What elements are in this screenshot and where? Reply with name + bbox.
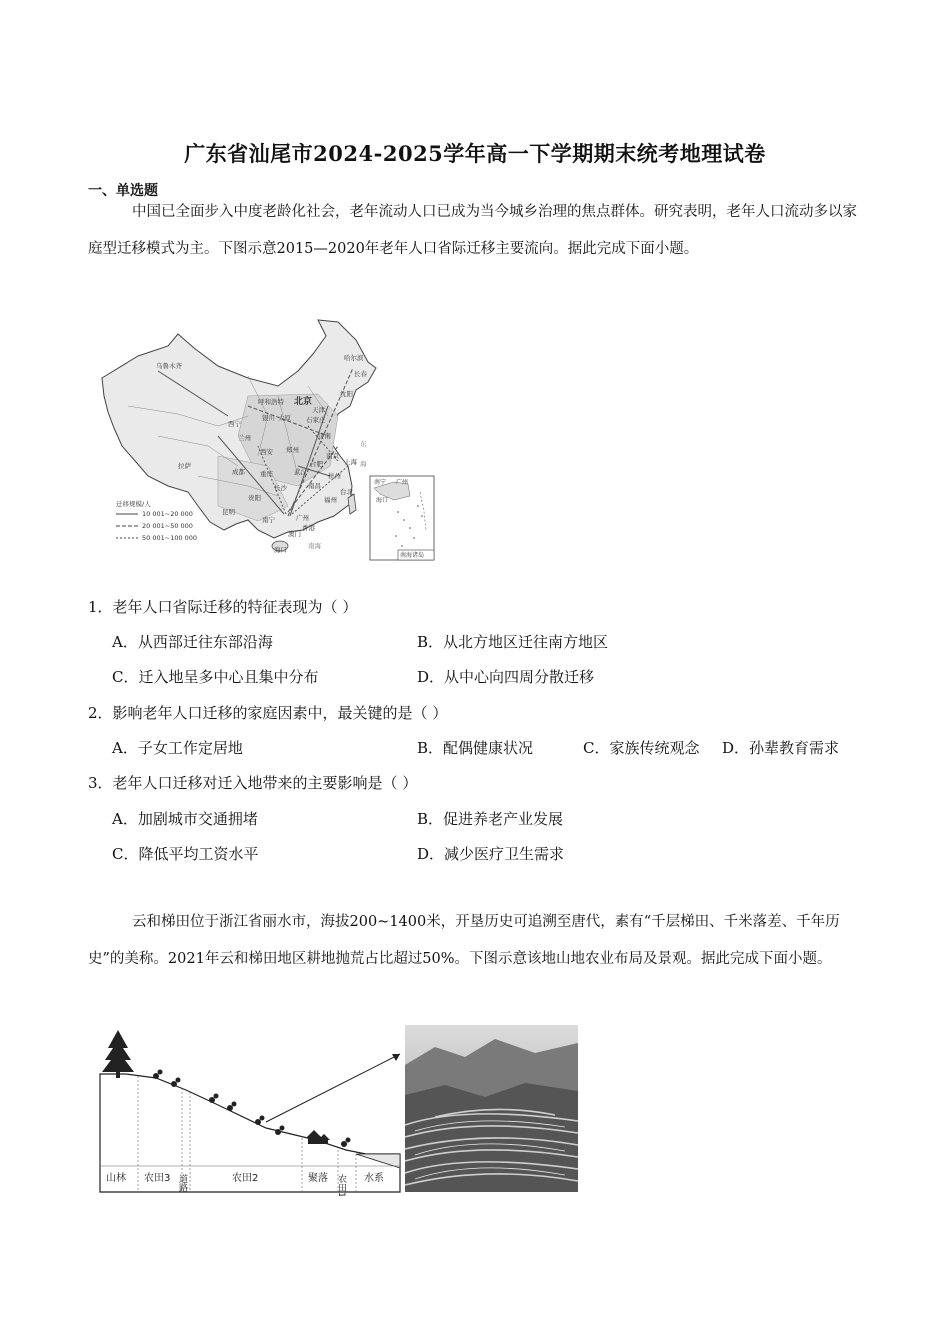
- question-1: 1．老年人口省际迁移的特征表现为（ ）: [88, 598, 358, 616]
- svg-text:南海诸岛: 南海诸岛: [400, 552, 425, 559]
- zone-label: 农田1: [336, 1174, 346, 1196]
- svg-text:香港: 香港: [302, 524, 315, 532]
- q1-option-d[interactable]: D．从中心向四周分散迁移: [417, 668, 595, 686]
- zone-label: 水系: [364, 1173, 384, 1184]
- q1-option-a[interactable]: A．从西部迁往东部沿海: [112, 633, 273, 651]
- q3-option-c[interactable]: C．降低平均工资水平: [112, 845, 259, 863]
- svg-text:成都: 成都: [232, 468, 245, 476]
- svg-text:西宁: 西宁: [228, 420, 241, 428]
- map-legend-item: 20 001~50 000: [142, 522, 193, 530]
- svg-text:贵阳: 贵阳: [248, 494, 261, 502]
- intro-paragraph-2: 云和梯田位于浙江省丽水市，海拔200~1400米，开垦历史可追溯至唐代，素有“千层梯田、千米落差、千年历史”的美称。2021年云和梯田地区耕地抛荒占比超过50%。下图示意该地山地农业布局及景观。据此完成下面小题。: [88, 914, 840, 967]
- q2-option-d[interactable]: D．孙辈教育需求: [722, 739, 840, 757]
- q1-option-b[interactable]: B．从北方地区迁往南方地区: [417, 633, 609, 651]
- svg-text:海: 海: [360, 460, 367, 468]
- svg-text:济南: 济南: [318, 432, 331, 440]
- q2-option-a[interactable]: A．子女工作定居地: [112, 739, 243, 757]
- map-inset: [370, 476, 434, 560]
- svg-text:郑州: 郑州: [286, 446, 299, 454]
- q3-option-a[interactable]: A．加剧城市交通拥堵: [112, 810, 258, 828]
- question-3: 3．老年人口迁移对迁入地带来的主要影响是（ ）: [88, 774, 418, 792]
- svg-text:呼和浩特: 呼和浩特: [258, 398, 284, 406]
- svg-text:银川: 银川: [262, 414, 275, 422]
- zone-label: 道路: [177, 1174, 187, 1192]
- terrace-photo: [405, 1025, 578, 1196]
- intro-paragraph-1: 中国已全面步入中度老龄化社会，老年流动人口已成为当今城乡治理的焦点群体。研究表明，老年人口流动多以家庭型迁移模式为主。下图示意2015—2020年老年人口省际迁移主要流向。据此完成下面小题。: [88, 204, 857, 257]
- q2-option-c[interactable]: C．家族传统观念: [583, 739, 700, 757]
- svg-text:西安: 西安: [260, 448, 273, 456]
- svg-text:福州: 福州: [324, 496, 337, 504]
- svg-text:台北: 台北: [340, 488, 353, 496]
- svg-text:东: 东: [360, 440, 367, 448]
- q3-option-b[interactable]: B．促进养老产业发展: [417, 810, 564, 828]
- svg-text:南宁: 南宁: [374, 479, 387, 486]
- svg-text:合肥: 合肥: [310, 460, 323, 468]
- svg-text:澳门: 澳门: [288, 530, 301, 538]
- q3-option-d[interactable]: D．减少医疗卫生需求: [417, 845, 565, 863]
- svg-text:南宁: 南宁: [262, 516, 275, 524]
- q2-option-b[interactable]: B．配偶健康状况: [417, 739, 534, 757]
- svg-text:南京: 南京: [326, 452, 339, 460]
- house-icon: [306, 1130, 330, 1144]
- svg-text:乌鲁木齐: 乌鲁木齐: [156, 362, 182, 370]
- svg-text:海口: 海口: [274, 546, 287, 554]
- svg-text:天津: 天津: [312, 406, 325, 414]
- zone-label: 农田2: [232, 1173, 259, 1184]
- svg-text:上海: 上海: [344, 458, 357, 466]
- map-legend-item: 10 001~20 000: [142, 510, 193, 518]
- svg-text:兰州: 兰州: [238, 434, 251, 442]
- zone-label: 聚落: [308, 1173, 328, 1184]
- svg-text:北京: 北京: [294, 397, 313, 407]
- svg-text:石家庄: 石家庄: [306, 416, 326, 424]
- map-legend-title: 迁移规模/人: [116, 500, 151, 508]
- svg-text:长春: 长春: [354, 370, 367, 378]
- svg-text:哈尔滨: 哈尔滨: [344, 354, 364, 362]
- question-2: 2．影响老年人口迁移的家庭因素中，最关键的是（ ）: [88, 704, 448, 722]
- q1-option-c[interactable]: C．迁入地呈多中心且集中分布: [112, 668, 319, 686]
- zone-label: 山林: [106, 1173, 126, 1184]
- tree-icon: [102, 1030, 134, 1078]
- svg-text:南昌: 南昌: [308, 482, 321, 490]
- map-legend-item: 50 001~100 000: [142, 534, 198, 542]
- zone-label: 农田3: [144, 1173, 171, 1184]
- svg-text:昆明: 昆明: [222, 508, 235, 516]
- svg-text:武汉: 武汉: [294, 468, 307, 476]
- svg-text:广州: 广州: [396, 479, 409, 486]
- svg-text:长沙: 长沙: [274, 484, 287, 492]
- section-heading: 一、单选题: [88, 183, 158, 199]
- svg-text:广州: 广州: [296, 514, 309, 522]
- document-title: 广东省汕尾市2024-2025学年高一下学期期末统考地理试卷: [184, 141, 766, 166]
- svg-text:太原: 太原: [278, 414, 291, 422]
- svg-text:重庆: 重庆: [260, 470, 273, 478]
- terrain-profile-diagram: [96, 1026, 406, 1200]
- svg-text:南海: 南海: [308, 542, 321, 550]
- svg-text:拉萨: 拉萨: [178, 462, 191, 470]
- svg-text:海口: 海口: [376, 497, 389, 504]
- svg-text:杭州: 杭州: [328, 472, 341, 480]
- svg-text:沈阳: 沈阳: [340, 390, 353, 398]
- migration-map: [98, 316, 443, 568]
